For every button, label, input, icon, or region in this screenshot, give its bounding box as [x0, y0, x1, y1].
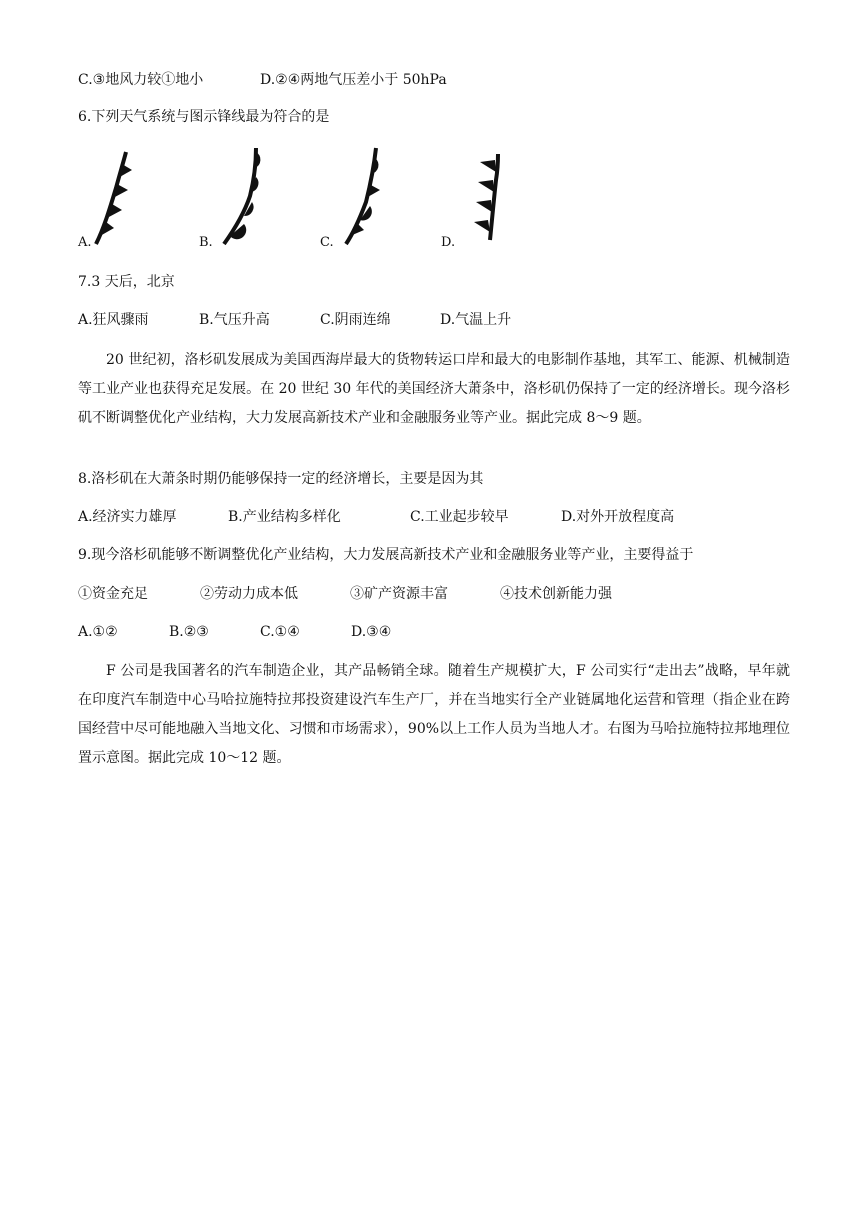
front-figure-b-label: B.: [199, 235, 213, 250]
q6-stem: 6.下列天气系统与图示锋线最为符合的是: [78, 109, 330, 125]
q8-options: [78, 507, 674, 527]
q9-option-a: A.①②: [78, 624, 118, 640]
q8-option-b: B.产业结构多样化: [228, 509, 341, 525]
q5-options: [78, 70, 447, 90]
q8-option-a: A.经济实力雄厚: [78, 509, 177, 525]
q9-items: [78, 584, 612, 604]
q7-option-c: C.阴雨连绵: [320, 312, 391, 328]
q9-options: [78, 622, 391, 642]
front-figure-d: [458, 150, 508, 244]
q7-options: [78, 310, 511, 330]
q9-item-4: ④技术创新能力强: [500, 586, 612, 602]
q9-item-3: ③矿产资源丰富: [350, 586, 448, 602]
front-figure-b: [214, 144, 270, 248]
q9-option-c: C.①④: [260, 624, 300, 640]
q9-stem: 9.现今洛杉矶能够不断调整优化产业结构，大力发展高新技术产业和金融服务业等产业，主要得益于: [78, 547, 694, 563]
q8-stem: 8.洛杉矶在大萧条时期仍能够保持一定的经济增长，主要是因为其: [78, 471, 484, 487]
front-figure-c-label: C.: [320, 235, 334, 250]
passage-los-angeles: 20 世纪初，洛杉矶发展成为美国西海岸最大的货物转运口岸和最大的电影制作基地，其军工、能源、机械制造等工业产业也获得充足发展。在 20 世纪 30 年代的美国经济大萧条中，洛杉矶仍保持了一定的经济增长。现今洛杉矶不断调整优化产业结构，大力发展高新技术产业和金融服务业等产业。据此完成 8～9 题。: [78, 352, 790, 426]
front-figure-c: [338, 144, 390, 248]
front-figure-a: [90, 148, 140, 248]
q8-option-c: C.工业起步较早: [410, 509, 509, 525]
q9-option-b: B.②③: [169, 624, 209, 640]
q9-option-d: D.③④: [351, 624, 392, 640]
front-figure-d-label: D.: [441, 235, 456, 250]
q8-option-d: D.对外开放程度高: [561, 509, 675, 525]
q7-option-d: D.气温上升: [440, 312, 512, 328]
passage-f-company: F 公司是我国著名的汽车制造企业，其产品畅销全球。随着生产规模扩大，F 公司实行“走出去”战略，早年就在印度汽车制造中心马哈拉施特拉邦投资建设汽车生产厂，并在当地实行全产业链属地化运营和管理（指企业在跨国经营中尽可能地融入当地文化、习惯和市场需求），90%以上工作人员为当地人才。右图为马哈拉施特拉邦地理位置示意图。据此完成 10～12 题。: [78, 663, 790, 766]
q5-option-d: D.②④两地气压差小于 50hPa: [260, 72, 447, 88]
q7-stem: 7.3 天后，北京: [78, 274, 175, 290]
q5-option-c: C.③地风力较①地小: [78, 72, 204, 88]
front-figure-a-label: A.: [78, 235, 92, 250]
q7-option-a: A.狂风骤雨: [78, 312, 149, 328]
q9-item-1: ①资金充足: [78, 586, 148, 602]
q7-option-b: B.气压升高: [199, 312, 270, 328]
q9-item-2: ②劳动力成本低: [200, 586, 298, 602]
